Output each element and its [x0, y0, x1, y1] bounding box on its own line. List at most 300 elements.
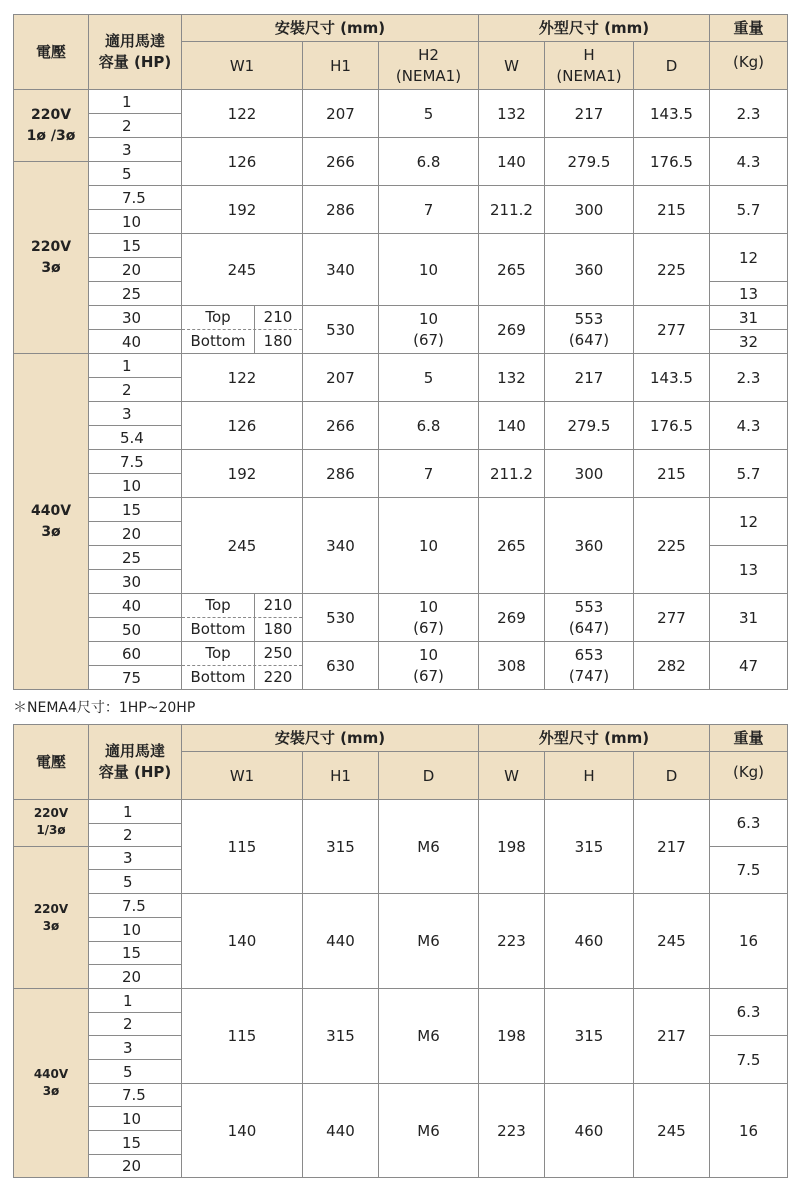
header-weight-text: 重量	[733, 19, 764, 37]
weight-cell	[709, 449, 788, 498]
hp-value: 7.5	[120, 452, 144, 471]
w-value: 265	[497, 536, 526, 555]
w-cell	[478, 137, 545, 186]
h2-value: 7	[423, 200, 434, 219]
h2-value: 6.8	[416, 416, 441, 435]
h-value-line1: 553	[574, 597, 604, 616]
h-value: 315	[574, 837, 604, 856]
header-outline	[478, 724, 710, 752]
hp-value: 5	[122, 164, 132, 183]
w-value: 211.2	[490, 200, 533, 219]
voltage-line2: 1ø /3ø	[26, 127, 76, 144]
header-w	[478, 751, 545, 800]
h1-cell	[302, 988, 379, 1084]
h-value: 279.5	[567, 152, 611, 171]
hp-cell	[88, 233, 182, 258]
hp-cell	[88, 89, 182, 114]
header-h2-line2: (NEMA1)	[395, 66, 462, 85]
h2-value-line1: 10	[418, 597, 439, 616]
weight-value: 13	[738, 284, 759, 303]
w-value: 140	[497, 416, 526, 435]
weight-cell	[709, 401, 788, 450]
h1-value: 286	[326, 200, 355, 219]
hp-value: 15	[122, 944, 142, 962]
header-outline-text: 外型尺寸 (mm)	[538, 19, 650, 37]
header-d	[633, 41, 710, 90]
h1-value: 530	[326, 608, 355, 627]
d-value: 245	[657, 932, 686, 950]
h1-cell	[302, 305, 379, 354]
hp-value: 25	[122, 548, 142, 567]
h2-cell	[378, 497, 479, 594]
w1-split-cell	[181, 593, 303, 642]
hp-cell	[88, 665, 182, 690]
d-cell	[633, 137, 710, 186]
hp-cell	[88, 917, 182, 942]
weight-value: 6.3	[736, 1003, 761, 1021]
h2-value-line2: (67)	[413, 618, 444, 637]
nema4-note: ＊NEMA4尺寸：1HP~20HP	[13, 700, 196, 716]
w-cell	[478, 353, 545, 402]
hp-value: 20	[122, 967, 142, 986]
weight-cell	[709, 1035, 788, 1084]
hp-cell	[88, 377, 182, 402]
w1-cell	[181, 353, 303, 402]
header-weight-unit-text: (Kg)	[732, 763, 765, 781]
w1-top-value: 210	[263, 596, 293, 614]
h-value-line2: (747)	[568, 666, 610, 685]
h2-cell	[378, 137, 479, 186]
weight-cell	[709, 89, 788, 138]
w-value: 269	[497, 608, 526, 627]
w1-bottom-value: 220	[263, 668, 293, 686]
split-dashed-line	[182, 665, 302, 666]
hp-cell	[88, 1035, 182, 1060]
header-hp-line1: 適用馬達	[104, 32, 165, 50]
hp-cell	[88, 1059, 182, 1084]
w1-cell	[181, 1083, 303, 1178]
h1-value: 266	[326, 152, 355, 171]
w-cell	[478, 305, 545, 354]
header-h-line1: H	[583, 45, 595, 64]
h-cell	[544, 988, 634, 1084]
h2-cell	[378, 353, 479, 402]
weight-cell	[709, 545, 788, 594]
h1-cell	[302, 89, 379, 138]
hp-value: 10	[122, 920, 142, 939]
header-d	[633, 751, 710, 800]
d-install-value: M6	[417, 932, 440, 950]
h2-cell	[378, 305, 479, 354]
w1-cell	[181, 893, 303, 989]
h2-value-line1: 10	[418, 645, 439, 664]
h1-value: 440	[326, 932, 355, 950]
header-w1-text: W1	[229, 56, 255, 75]
w1-bottom-label: Bottom	[190, 668, 246, 686]
w-value: 223	[497, 1121, 526, 1140]
weight-cell	[709, 305, 788, 330]
d-install-value: M6	[417, 837, 440, 856]
w1-cell	[181, 185, 303, 234]
header-h1-text: H1	[330, 56, 351, 75]
h-value-line2: (647)	[568, 330, 610, 349]
h-cell	[544, 641, 634, 690]
h2-value: 5	[423, 104, 434, 123]
w-cell	[478, 641, 545, 690]
w-cell	[478, 401, 545, 450]
header-install	[181, 14, 479, 42]
d-value: 245	[657, 1121, 686, 1140]
weight-value: 16	[738, 932, 759, 950]
h1-value: 315	[326, 1027, 355, 1045]
w-value: 198	[497, 837, 526, 856]
hp-value: 5	[123, 1062, 133, 1081]
hp-value: 30	[122, 308, 142, 327]
split-dashed-line	[182, 329, 302, 330]
w1-top-label: Top	[205, 308, 231, 326]
hp-value: 1	[122, 92, 132, 111]
d-cell	[633, 233, 710, 306]
d-value: 217	[657, 837, 686, 856]
header-weight	[709, 724, 788, 752]
d-value: 225	[657, 260, 686, 279]
w-value: 223	[497, 932, 526, 950]
w1-value: 192	[227, 464, 257, 483]
h-cell	[544, 449, 634, 498]
table-nema1	[13, 14, 788, 689]
table-nema4	[13, 724, 788, 1178]
voltage-line1: 220V	[30, 238, 72, 255]
voltage-line2: 3ø	[42, 918, 60, 933]
weight-cell	[709, 988, 788, 1036]
w1-bottom-label: Bottom	[190, 620, 246, 638]
hp-cell	[88, 209, 182, 234]
d-cell	[633, 893, 710, 989]
d-value: 277	[657, 320, 686, 339]
header-h	[544, 751, 634, 800]
hp-cell	[88, 964, 182, 989]
h2-cell	[378, 89, 479, 138]
header-w1-text: W1	[229, 766, 255, 785]
w1-cell	[181, 401, 303, 450]
voltage-line1: 440V	[33, 1067, 69, 1081]
hp-value: 5	[123, 872, 133, 891]
h1-value: 207	[326, 104, 355, 123]
header-hp	[88, 14, 182, 90]
h1-cell	[302, 233, 379, 306]
hp-cell	[88, 305, 182, 330]
hp-value: 3	[123, 849, 133, 867]
h1-cell	[302, 401, 379, 450]
hp-cell	[88, 846, 182, 870]
weight-value: 32	[738, 332, 759, 351]
header-h-text: H	[583, 766, 595, 785]
hp-value: 7.5	[122, 1086, 146, 1104]
w-cell	[478, 593, 545, 642]
h-value: 315	[574, 1027, 604, 1045]
weight-value: 4.3	[736, 152, 761, 171]
h2-cell	[378, 185, 479, 234]
header-voltage-text: 電壓	[35, 43, 66, 61]
header-weight-text: 重量	[733, 729, 764, 747]
voltage-cell	[13, 161, 89, 354]
weight-cell	[709, 185, 788, 234]
h2-cell	[378, 401, 479, 450]
d-install-cell	[378, 799, 479, 894]
w-cell	[478, 449, 545, 498]
weight-value: 31	[738, 308, 759, 327]
hp-value: 3	[123, 1038, 133, 1057]
hp-value: 20	[122, 1157, 142, 1175]
hp-value: 60	[122, 644, 142, 663]
w1-cell	[181, 497, 303, 594]
h-value: 300	[574, 464, 604, 483]
w-cell	[478, 1083, 545, 1178]
voltage-line2: 1/3ø	[36, 823, 66, 837]
voltage-line1: 220V	[33, 901, 69, 916]
weight-value: 5.7	[736, 464, 761, 483]
voltage-cell	[13, 846, 89, 989]
h1-value: 340	[326, 260, 355, 279]
hp-value: 7.5	[122, 896, 146, 915]
hp-cell	[88, 257, 182, 282]
hp-cell	[88, 823, 182, 847]
header-weight	[709, 14, 788, 42]
weight-value: 12	[738, 248, 759, 267]
hp-cell	[88, 161, 182, 186]
hp-value: 40	[122, 332, 142, 351]
hp-cell	[88, 569, 182, 594]
h-cell	[544, 497, 634, 594]
header-weight-unit	[709, 751, 788, 800]
h-cell	[544, 799, 634, 894]
hp-cell	[88, 545, 182, 570]
hp-cell	[88, 1012, 182, 1036]
header-hp-line2: 容量 (HP)	[98, 53, 172, 71]
hp-value: 1	[123, 991, 133, 1010]
header-install-text: 安裝尺寸 (mm)	[274, 729, 386, 747]
hp-cell	[88, 1154, 182, 1178]
d-cell	[633, 401, 710, 450]
d-cell	[633, 799, 710, 894]
h1-value: 530	[326, 320, 355, 339]
w1-value: 115	[227, 1027, 257, 1045]
h2-value: 10	[418, 536, 439, 555]
w-cell	[478, 233, 545, 306]
header-d-text: D	[665, 766, 678, 785]
weight-cell	[709, 893, 788, 989]
hp-cell	[88, 185, 182, 210]
hp-value: 15	[122, 500, 142, 519]
hp-cell	[88, 1130, 182, 1155]
header-h1	[302, 41, 379, 90]
weight-cell	[709, 593, 788, 642]
w-value: 140	[497, 152, 526, 171]
hp-value: 10	[122, 212, 142, 231]
weight-cell	[709, 641, 788, 690]
d-value: 217	[657, 1027, 686, 1045]
header-h1-text: H1	[330, 766, 351, 785]
w1-value: 245	[227, 260, 257, 279]
weight-cell	[709, 329, 788, 354]
h-cell	[544, 89, 634, 138]
header-h	[544, 41, 634, 90]
w1-value: 126	[227, 416, 257, 435]
w-cell	[478, 185, 545, 234]
header-d-text: D	[665, 56, 678, 75]
w1-value: 126	[227, 152, 257, 171]
h1-value: 286	[326, 464, 355, 483]
h1-cell	[302, 497, 379, 594]
hp-value: 10	[122, 1109, 142, 1128]
w1-bottom-label: Bottom	[190, 332, 246, 350]
h-cell	[544, 1083, 634, 1178]
hp-cell	[88, 799, 182, 824]
w-cell	[478, 988, 545, 1084]
h1-cell	[302, 449, 379, 498]
w1-value: 122	[227, 368, 257, 387]
hp-value: 1	[123, 802, 133, 821]
h-value: 279.5	[567, 416, 611, 435]
h1-cell	[302, 799, 379, 894]
weight-cell	[709, 137, 788, 186]
d-cell	[633, 1083, 710, 1178]
h-value: 217	[574, 104, 604, 123]
h-cell	[544, 401, 634, 450]
w1-value: 140	[227, 932, 257, 950]
hp-cell	[88, 893, 182, 918]
h2-value: 10	[418, 260, 439, 279]
weight-value: 7.5	[736, 1050, 761, 1069]
h2-cell	[378, 641, 479, 690]
header-w	[478, 41, 545, 90]
h1-value: 630	[326, 656, 355, 675]
header-outline-text: 外型尺寸 (mm)	[538, 729, 650, 747]
hp-cell	[88, 401, 182, 426]
header-w1	[181, 41, 303, 90]
header-w-text: W	[504, 766, 519, 785]
hp-cell	[88, 497, 182, 522]
d-cell	[633, 305, 710, 354]
h1-cell	[302, 593, 379, 642]
h-cell	[544, 893, 634, 989]
h-cell	[544, 353, 634, 402]
hp-cell	[88, 113, 182, 138]
hp-value: 40	[122, 596, 142, 615]
split-dashed-line	[182, 617, 302, 618]
weight-value: 13	[738, 560, 759, 579]
hp-cell	[88, 449, 182, 474]
voltage-line2: 3ø	[42, 1084, 60, 1098]
h2-value-line2: (67)	[413, 330, 444, 349]
w-cell	[478, 799, 545, 894]
hp-value: 1	[122, 356, 132, 375]
weight-cell	[709, 353, 788, 402]
hp-cell	[88, 617, 182, 642]
header-h2-line1: H2	[418, 45, 439, 64]
w-value: 132	[497, 368, 526, 387]
h-cell	[544, 305, 634, 354]
d-install-cell	[378, 988, 479, 1084]
header-voltage	[13, 14, 89, 90]
h1-cell	[302, 353, 379, 402]
header-hp	[88, 724, 182, 800]
h-cell	[544, 137, 634, 186]
d-value: 143.5	[650, 368, 693, 387]
w-cell	[478, 497, 545, 594]
header-d-install-text: D	[422, 766, 435, 785]
header-outline	[478, 14, 710, 42]
h1-cell	[302, 641, 379, 690]
weight-value: 4.3	[736, 416, 761, 435]
header-w1	[181, 751, 303, 800]
weight-value: 31	[738, 608, 759, 627]
header-voltage	[13, 724, 89, 800]
voltage-line1: 440V	[30, 502, 72, 519]
h-value-line1: 653	[574, 645, 604, 664]
hp-cell	[88, 473, 182, 498]
h1-value: 340	[326, 536, 355, 555]
hp-cell	[88, 521, 182, 546]
hp-value: 25	[122, 284, 142, 303]
w1-cell	[181, 89, 303, 138]
header-hp-line2: 容量 (HP)	[98, 763, 172, 781]
weight-value: 2.3	[736, 104, 761, 123]
weight-cell	[709, 799, 788, 847]
h-value: 360	[574, 536, 604, 555]
w-value: 308	[497, 656, 526, 675]
h-value: 217	[574, 368, 604, 387]
hp-value: 2	[122, 380, 132, 399]
d-cell	[633, 593, 710, 642]
header-hp-line1: 適用馬達	[104, 742, 165, 760]
h-value-line1: 553	[574, 309, 604, 328]
header-w-text: W	[504, 56, 519, 75]
w1-cell	[181, 988, 303, 1084]
h-value: 300	[574, 200, 604, 219]
h1-cell	[302, 893, 379, 989]
weight-value: 5.7	[736, 200, 761, 219]
d-cell	[633, 89, 710, 138]
hp-value: 50	[122, 620, 142, 639]
h2-value: 5	[423, 368, 434, 387]
hp-value: 3	[122, 404, 132, 423]
d-install-value: M6	[417, 1027, 440, 1045]
hp-cell	[88, 425, 182, 450]
header-weight-unit	[709, 41, 788, 90]
weight-cell	[709, 233, 788, 282]
h1-cell	[302, 137, 379, 186]
hp-cell	[88, 1106, 182, 1131]
d-cell	[633, 988, 710, 1084]
voltage-cell	[13, 799, 89, 847]
w1-value: 122	[227, 104, 257, 123]
w1-value: 192	[227, 200, 257, 219]
w1-value: 140	[227, 1121, 257, 1140]
d-value: 176.5	[650, 416, 693, 435]
w-cell	[478, 89, 545, 138]
hp-value: 2	[123, 1015, 133, 1033]
d-value: 215	[657, 464, 686, 483]
w1-top-value: 250	[263, 644, 293, 662]
hp-cell	[88, 941, 182, 965]
w1-top-value: 210	[263, 308, 293, 326]
d-cell	[633, 449, 710, 498]
h-value: 460	[574, 932, 604, 950]
hp-cell	[88, 329, 182, 354]
hp-cell	[88, 281, 182, 306]
w-cell	[478, 893, 545, 989]
